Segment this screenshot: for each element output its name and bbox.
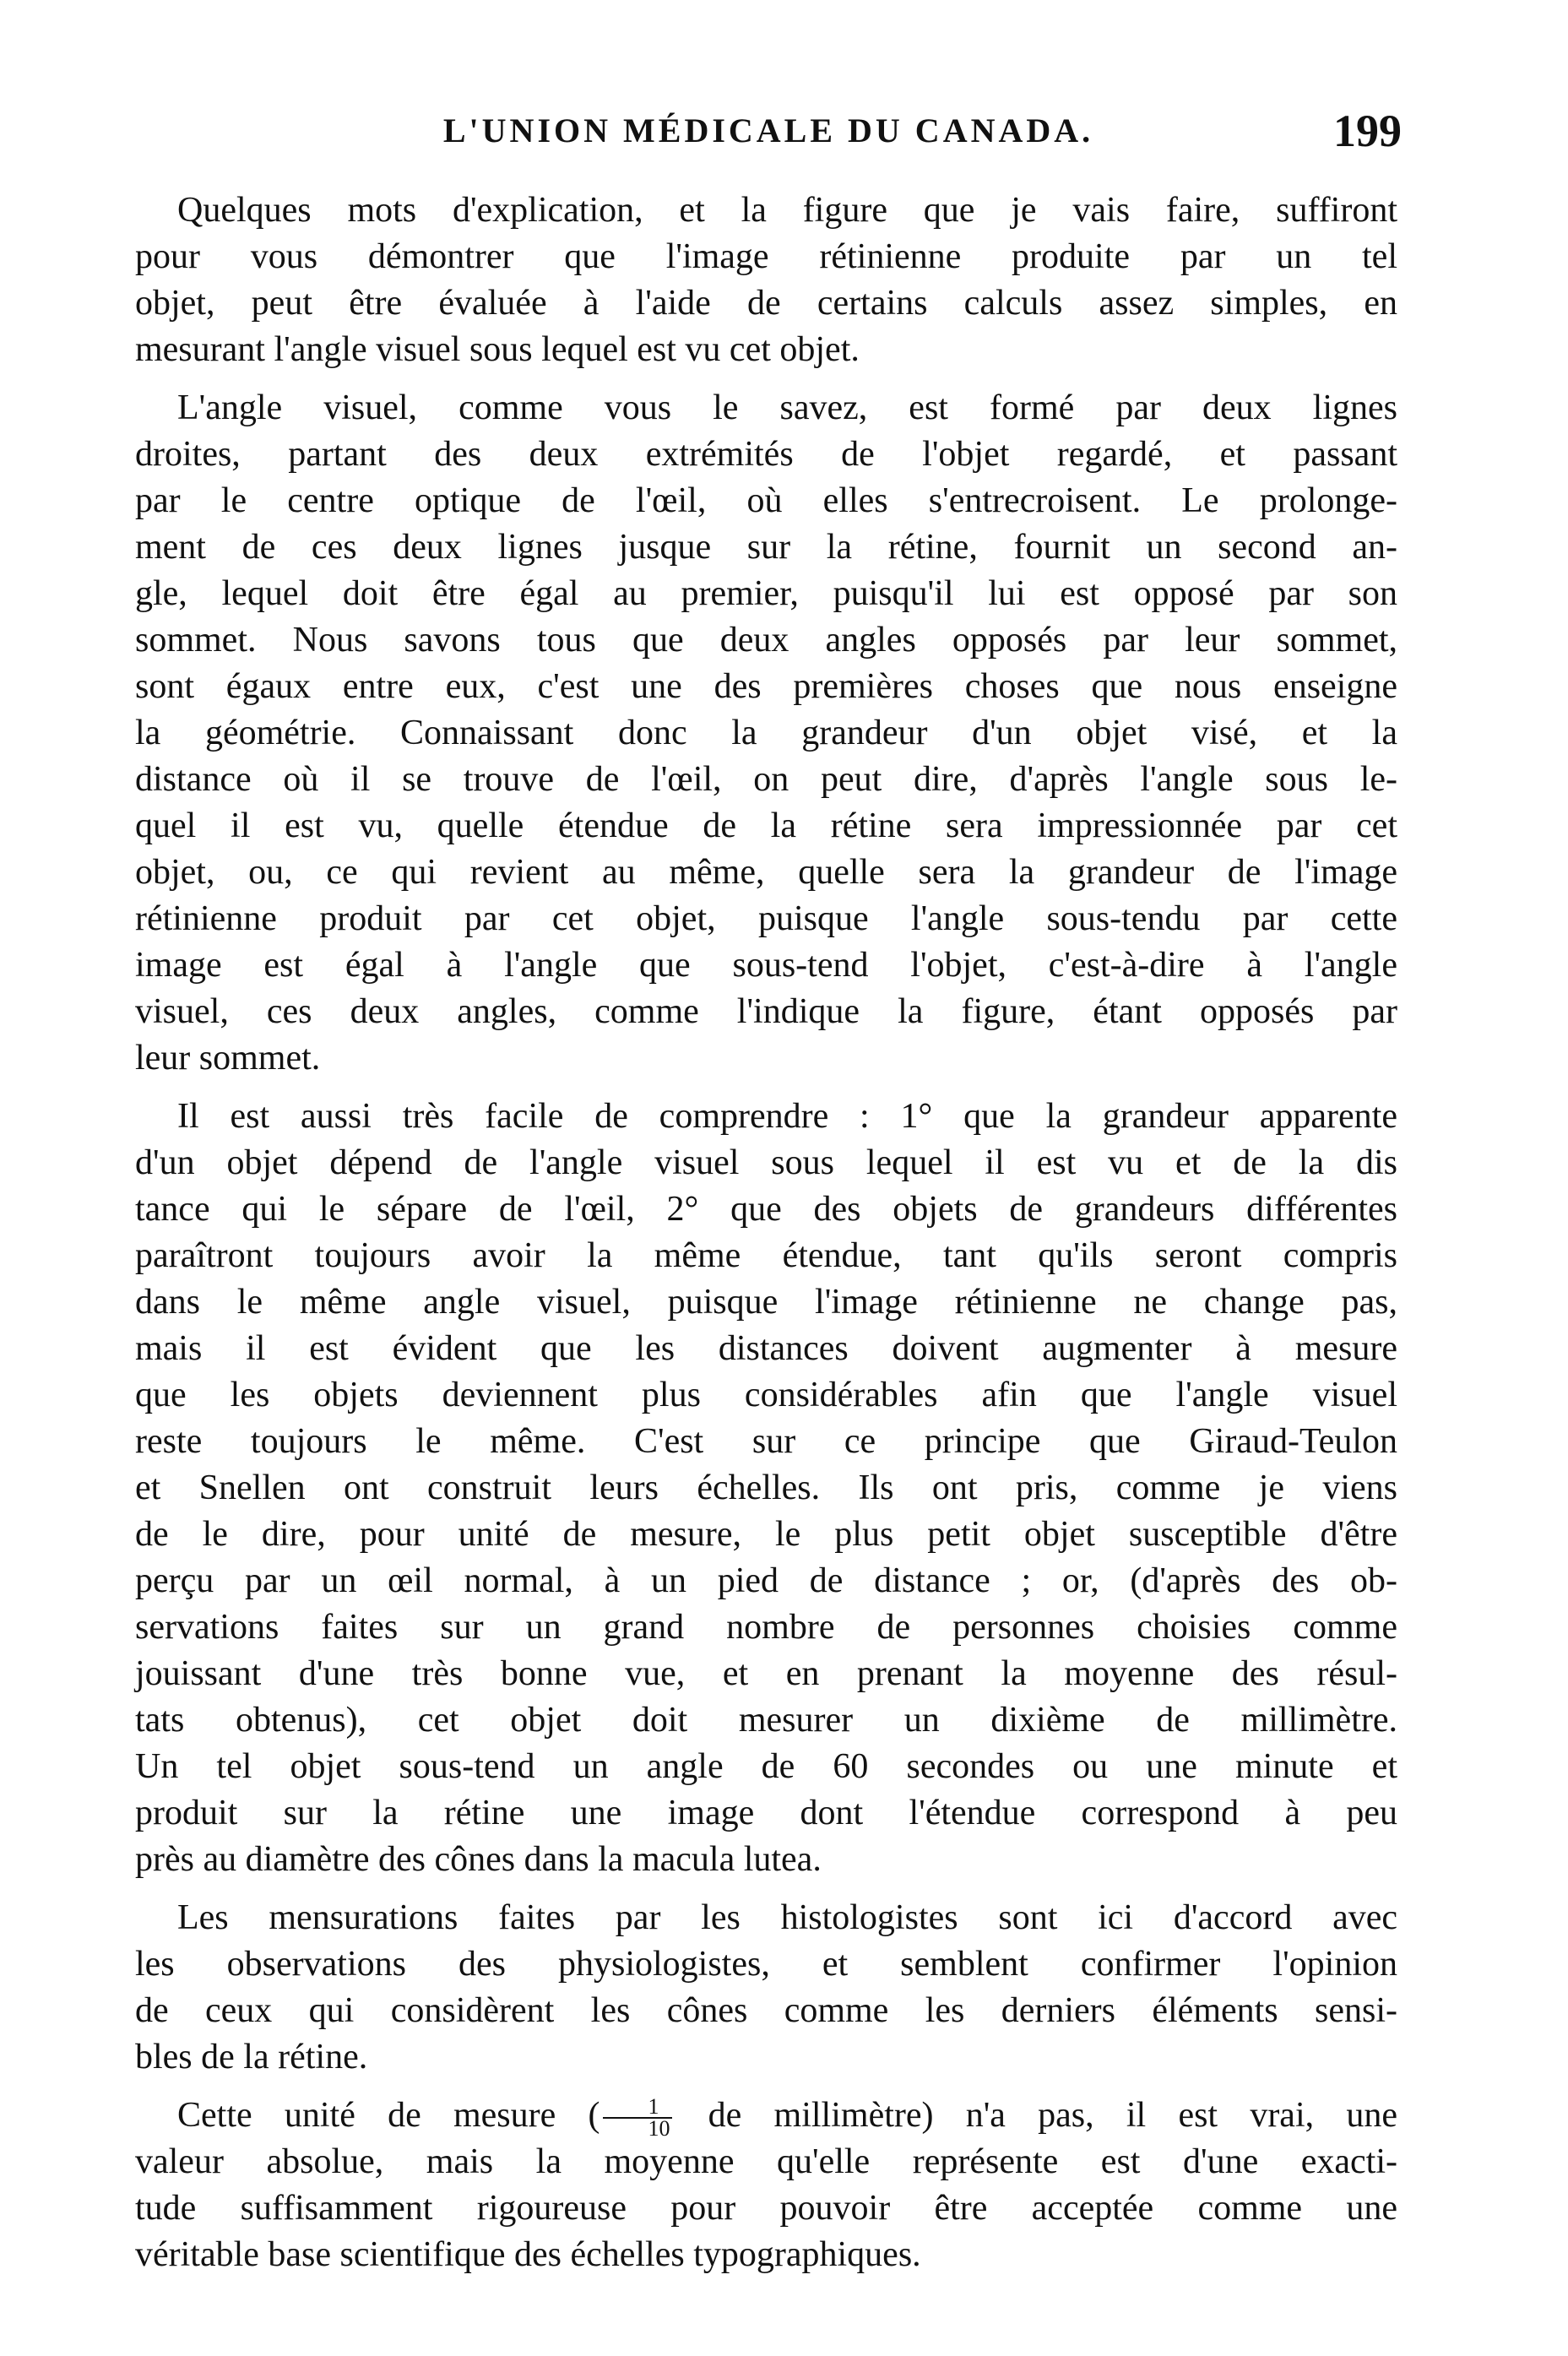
text-line: droites, partant des deux extrémités de l'objet regardé, et passant [135, 435, 1397, 474]
text-line: près au diamètre des cônes dans la macula lutea. [135, 1840, 822, 1879]
text-line: Un tel objet sous-tend un angle de 60 secondes ou une minute et [135, 1747, 1397, 1786]
text-line: servations faites sur un grand nombre de personnes choisies comme [135, 1608, 1397, 1647]
text-line: de ceux qui considèrent les cônes comme les derniers éléments sensi- [135, 1991, 1397, 2030]
page-number: 199 [1333, 106, 1402, 156]
text-line: rétinienne produit par cet objet, puisque l'angle sous-tendu par cette [135, 899, 1397, 938]
text-line: bles de la rétine. [135, 2038, 368, 2076]
text-line: de le dire, pour unité de mesure, le plus petit objet susceptible d'être [135, 1515, 1397, 1554]
text-line: objet, peut être évaluée à l'aide de certains calculs assez simples, en [135, 284, 1397, 323]
text-line: gle, lequel doit être égal au premier, puisqu'il lui est opposé par son [135, 574, 1397, 613]
fraction-numerator: 1 [603, 2097, 672, 2119]
text-line: jouissant d'une très bonne vue, et en prenant la moyenne des résul- [135, 1654, 1397, 1693]
text-line: objet, ou, ce qui revient au même, quelle sera la grandeur de l'image [135, 853, 1397, 892]
text-line: Il est aussi très facile de comprendre : 1° que la grandeur apparente [177, 1097, 1397, 1136]
paragraph-1 [135, 187, 1397, 373]
journal-title: L'UNION MÉDICALE DU CANADA. [442, 111, 1094, 149]
text-line: pour vous démontrer que l'image rétinienne produite par un tel [135, 237, 1397, 276]
paragraph-4 [135, 1895, 1397, 2081]
text-line: tude suffisamment rigoureuse pour pouvoir être acceptée comme une [135, 2189, 1397, 2228]
text-line: dans le même angle visuel, puisque l'image rétinienne ne change pas, [135, 1283, 1397, 1322]
text-line: distance où il se trouve de l'œil, on peut dire, d'après l'angle sous le- [135, 760, 1397, 799]
text-line: quel il est vu, quelle étendue de la rétine sera impressionnée par cet [135, 806, 1397, 845]
text-line: image est égal à l'angle que sous-tend l'objet, c'est-à-dire à l'angle [135, 946, 1397, 985]
text-line: tats obtenus), cet objet doit mesurer un dixième de millimètre. [135, 1701, 1397, 1740]
text-line: valeur absolue, mais la moyenne qu'elle représente est d'une exacti- [135, 2142, 1397, 2182]
text-line: L'angle visuel, comme vous le savez, est formé par deux lignes [177, 388, 1397, 427]
text-line: mesurant l'angle visuel sous lequel est vu cet objet. [135, 330, 860, 369]
text-segment: Cette unité de mesure ( [177, 2096, 600, 2135]
text-line: paraîtront toujours avoir la même étendue, tant qu'ils seront compris [135, 1236, 1397, 1275]
paragraph-2 [135, 385, 1397, 1082]
text-line: par le centre optique de l'œil, où elles s'entrecroisent. Le prolonge- [135, 481, 1397, 520]
paragraph-5 [135, 2093, 1397, 2278]
text-line: Quelques mots d'explication, et la figure que je vais faire, suffiront [177, 191, 1397, 230]
text-line: produit sur la rétine une image dont l'étendue correspond à peu [135, 1794, 1397, 1832]
text-line: Les mensurations faites par les histologistes sont ici d'accord avec [177, 1898, 1397, 1937]
text-line: la géométrie. Connaissant donc la grandeur d'un objet visé, et la [135, 714, 1397, 752]
text-line [135, 2093, 1397, 2142]
paragraph-3 [135, 1094, 1397, 1883]
fraction [603, 2094, 672, 2142]
text-segment: de millimètre) n'a pas, il est vrai, une [675, 2096, 1397, 2135]
text-line: reste toujours le même. C'est sur ce principe que Giraud-Teulon [135, 1422, 1397, 1461]
text-line: visuel, ces deux angles, comme l'indique la figure, étant opposés par [135, 992, 1397, 1031]
body-text [135, 187, 1397, 2290]
text-line: mais il est évident que les distances doivent augmenter à mesure [135, 1329, 1397, 1368]
text-line: sommet. Nous savons tous que deux angles opposés par leur sommet, [135, 621, 1397, 660]
text-line: et Snellen ont construit leurs échelles. Ils ont pris, comme je viens [135, 1468, 1397, 1507]
fraction-denominator: 10 [648, 2116, 670, 2142]
text-line: les observations des physiologistes, et semblent confirmer l'opinion [135, 1945, 1397, 1984]
text-line: perçu par un œil normal, à un pied de distance ; or, (d'après des ob- [135, 1561, 1397, 1600]
text-line: d'un objet dépend de l'angle visuel sous lequel il est vu et de la dis [135, 1143, 1397, 1182]
running-head [135, 101, 1402, 160]
text-line: tance qui le sépare de l'œil, 2° que des objets de grandeurs différentes [135, 1190, 1397, 1229]
text-line: leur sommet. [135, 1039, 321, 1078]
text-line: sont égaux entre eux, c'est une des premières choses que nous enseigne [135, 667, 1397, 706]
text-line: ment de ces deux lignes jusque sur la rétine, fournit un second an- [135, 528, 1397, 567]
text-line: véritable base scientifique des échelles typographiques. [135, 2235, 921, 2275]
text-line: que les objets deviennent plus considérables afin que l'angle visuel [135, 1376, 1397, 1414]
